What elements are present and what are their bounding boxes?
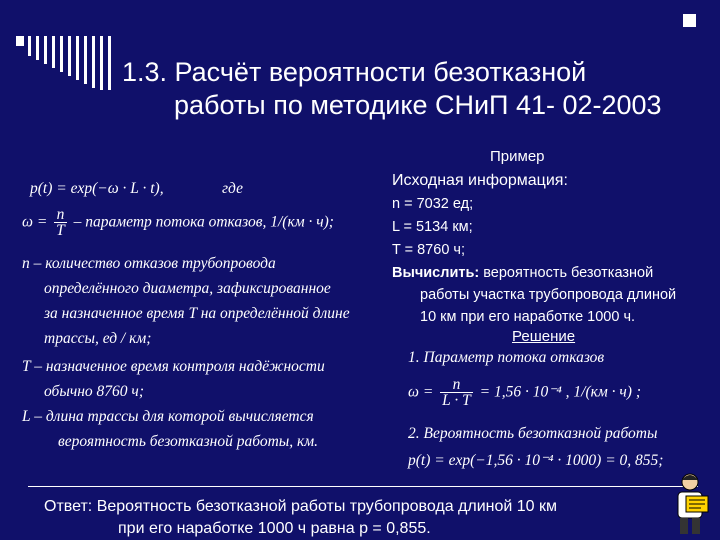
compute-line-1 [392,265,653,281]
title-line-2: работы по методике СНиП 41- 02-2003 [174,90,662,120]
t-definition-line-1: T – назначенное время контроля надёжности [22,358,325,375]
step-2-formula: p(t) = exp(−1,56 · 10⁻⁴ · 1000) = 0, 855; [408,452,664,469]
step-1-numerator: n [452,376,461,393]
answer-text-1: Вероятность безотказной работы трубопровода длиной 10 км [96,498,558,515]
omega-definition [22,208,334,238]
example-heading: Пример [490,148,545,165]
step-1-rhs: = 1,56 · 10⁻⁴ , 1/(км · ч) ; [479,383,641,401]
n-definition-line-3: за назначенное время T на определённой длине [44,305,350,322]
answer-label: Ответ: [44,498,93,515]
decorative-bars [0,30,132,90]
t-value: T = 8760 ч; [392,242,465,258]
divider-line [28,486,698,487]
t-definition-line-2: обычно 8760 ч; [44,383,144,400]
l-value: L = 5134 км; [392,219,473,235]
n-definition-line-1: n – количество отказов трубопровода [22,255,276,272]
step-1-denominator: L · T [442,392,471,409]
solution-heading: Решение [512,328,576,345]
omega-denominator: T [56,222,65,239]
answer-line-1 [44,496,557,518]
n-value: n = 7032 ед; [392,196,474,212]
omega-fraction [54,208,67,238]
omega-lhs: ω = [22,213,48,231]
where-label: где [222,180,243,197]
step-1-label: 1. Параметр потока отказов [408,349,605,366]
step-1-formula [408,378,641,408]
main-formula: p(t) = exp(−ω · L · t), [30,180,164,197]
l-definition-line-2: вероятность безотказной работы, км. [58,433,319,450]
source-heading: Исходная информация: [392,172,568,189]
omega-numerator: n [56,206,65,223]
slide-title [122,56,662,122]
decorative-square [683,14,696,27]
reader-clipart-icon [668,470,718,536]
answer-text-2: при его наработке 1000 ч равна p = 0,855. [118,520,431,537]
omega-description: – параметр потока отказов, 1/(км · ч); [73,213,334,231]
n-definition-line-2: определённого диаметра, зафиксированное [44,280,331,297]
n-definition-line-4: трассы, ед / км; [44,330,152,347]
answer-block [44,496,557,540]
title-line-1: 1.3. Расчёт вероятности безотказной [122,57,587,87]
step-2-label: 2. Вероятность безотказной работы [408,425,658,442]
step-1-lhs: ω = [408,383,434,401]
compute-text-3: 10 км при его наработке 1000 ч. [420,309,636,325]
l-definition-line-1: L – длина трассы для которой вычисляется [22,408,314,425]
compute-text-2: работы участка трубопровода длиной [420,287,677,303]
step-1-fraction [440,378,473,408]
compute-text-1: вероятность безотказной [483,265,654,281]
compute-label: Вычислить: [392,265,480,281]
